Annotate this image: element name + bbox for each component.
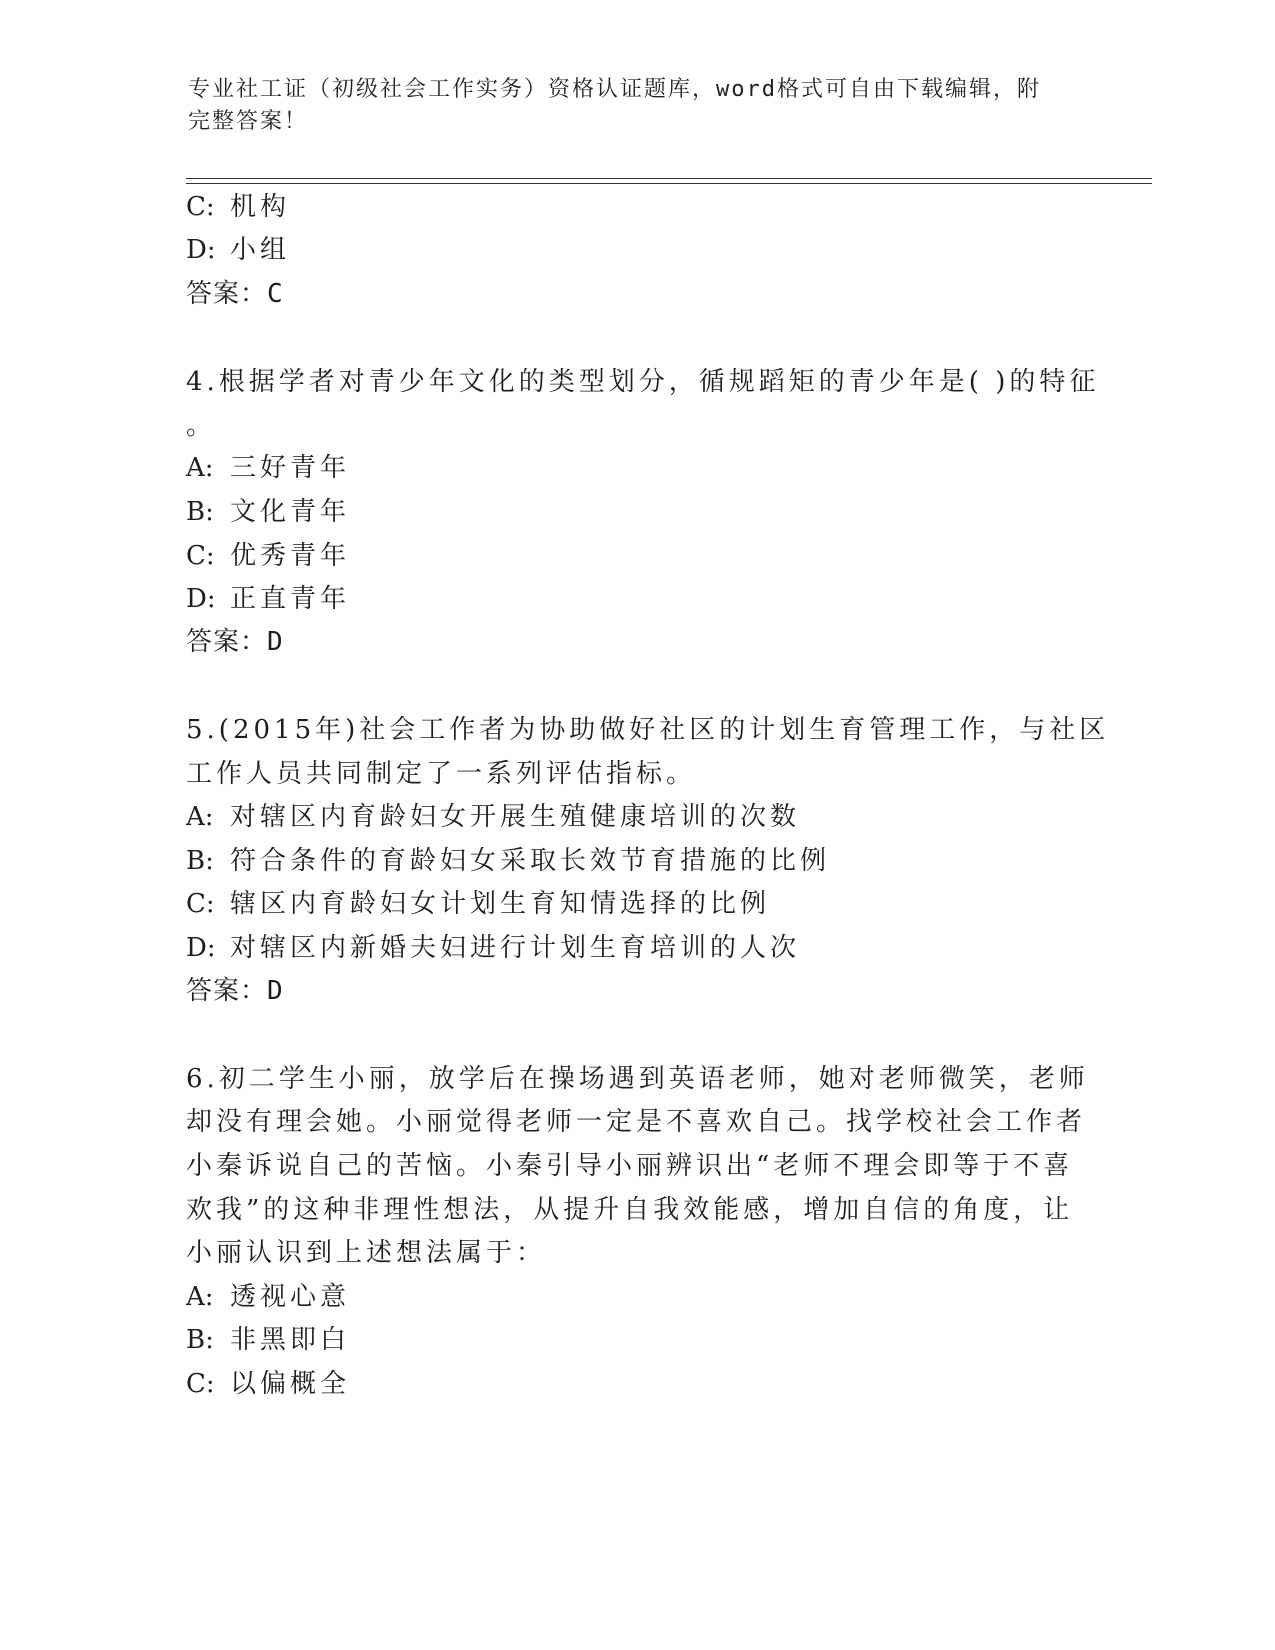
page-header bbox=[188, 74, 1068, 138]
option-text: 正直青年 bbox=[230, 584, 351, 614]
option-key: A: bbox=[186, 1282, 214, 1312]
q5-option-b bbox=[186, 840, 830, 877]
answer-value: D bbox=[267, 976, 284, 1006]
header-line-1: 专业社工证（初级社会工作实务）资格认证题库，word格式可自由下载编辑，附 bbox=[188, 77, 1041, 102]
option-key: B: bbox=[186, 846, 214, 876]
option-key: D: bbox=[186, 584, 216, 614]
option-text: 辖区内育龄妇女计划生育知情选择的比例 bbox=[230, 889, 771, 919]
q6-stem-line-3: 小秦诉说自己的苦恼。小秦引导小丽辨识出“老师不理会即等于不喜 bbox=[186, 1151, 1074, 1181]
header-line-2: 完整答案！ bbox=[188, 109, 309, 134]
q6-stem-line-4: 欢我”的这种非理性想法，从提升自我效能感，增加自信的角度，让 bbox=[186, 1195, 1074, 1225]
q5-stem-line-1: 5.(2015年)社会工作者为协助做好社区的计划生育管理工作，与社区 bbox=[186, 715, 1110, 745]
q5-option-d bbox=[186, 927, 800, 964]
q5-option-c bbox=[186, 883, 770, 920]
option-key: C: bbox=[186, 1369, 215, 1399]
q3-option-d bbox=[186, 229, 290, 266]
q4-stem-line-1: 4.根据学者对青少年文化的类型划分，循规蹈矩的青少年是( )的特征 bbox=[186, 367, 1100, 397]
q6-stem-line-2: 却没有理会她。小丽觉得老师一定是不喜欢自己。找学校社会工作者 bbox=[186, 1107, 1087, 1137]
q6-stem-line-1: 6.初二学生小丽，放学后在操场遇到英语老师，她对老师微笑，老师 bbox=[186, 1064, 1089, 1094]
option-text: 对辖区内育龄妇女开展生殖健康培训的次数 bbox=[230, 802, 801, 832]
header-divider-bottom bbox=[186, 183, 1152, 184]
q4-option-a bbox=[186, 447, 350, 484]
answer-value: C bbox=[267, 279, 284, 309]
q4-option-c bbox=[186, 535, 350, 572]
option-text: 三好青年 bbox=[230, 453, 351, 483]
q4-stem-line-2: 。 bbox=[186, 411, 217, 441]
q6-stem-line-5: 小丽认识到上述想法属于： bbox=[186, 1238, 547, 1268]
option-key: D: bbox=[186, 235, 216, 265]
answer-label: 答案： bbox=[186, 627, 268, 657]
answer-label: 答案： bbox=[186, 279, 268, 309]
option-text: 符合条件的育龄妇女采取长效节育措施的比例 bbox=[230, 846, 831, 876]
q5-option-a bbox=[186, 796, 800, 833]
option-key: C: bbox=[186, 192, 215, 222]
option-text: 透视心意 bbox=[230, 1282, 351, 1312]
q6-option-c bbox=[186, 1363, 350, 1400]
option-key: C: bbox=[186, 889, 215, 919]
option-text: 以偏概全 bbox=[230, 1369, 351, 1399]
option-text: 对辖区内新婚夫妇进行计划生育培训的人次 bbox=[230, 933, 801, 963]
header-divider-top bbox=[186, 178, 1152, 179]
option-text: 优秀青年 bbox=[230, 541, 351, 571]
answer-value: D bbox=[267, 627, 284, 657]
q6-option-a bbox=[186, 1276, 350, 1313]
q5-answer bbox=[186, 970, 284, 1007]
q6-option-b bbox=[186, 1319, 350, 1356]
q4-answer bbox=[186, 621, 284, 658]
q4-option-d bbox=[186, 578, 350, 615]
q4-option-b bbox=[186, 491, 350, 528]
option-key: A: bbox=[186, 453, 214, 483]
option-key: D: bbox=[186, 933, 216, 963]
option-text: 文化青年 bbox=[230, 497, 351, 527]
q5-stem-line-2: 工作人员共同制定了一系列评估指标。 bbox=[186, 759, 697, 789]
answer-label: 答案： bbox=[186, 976, 268, 1006]
option-key: C: bbox=[186, 541, 215, 571]
q3-option-c bbox=[186, 186, 290, 223]
q3-answer bbox=[186, 273, 284, 310]
option-text: 小组 bbox=[230, 235, 291, 265]
option-key: A: bbox=[186, 802, 214, 832]
option-key: B: bbox=[186, 1325, 214, 1355]
option-text: 机构 bbox=[230, 192, 291, 222]
option-key: B: bbox=[186, 497, 214, 527]
option-text: 非黑即白 bbox=[230, 1325, 351, 1355]
